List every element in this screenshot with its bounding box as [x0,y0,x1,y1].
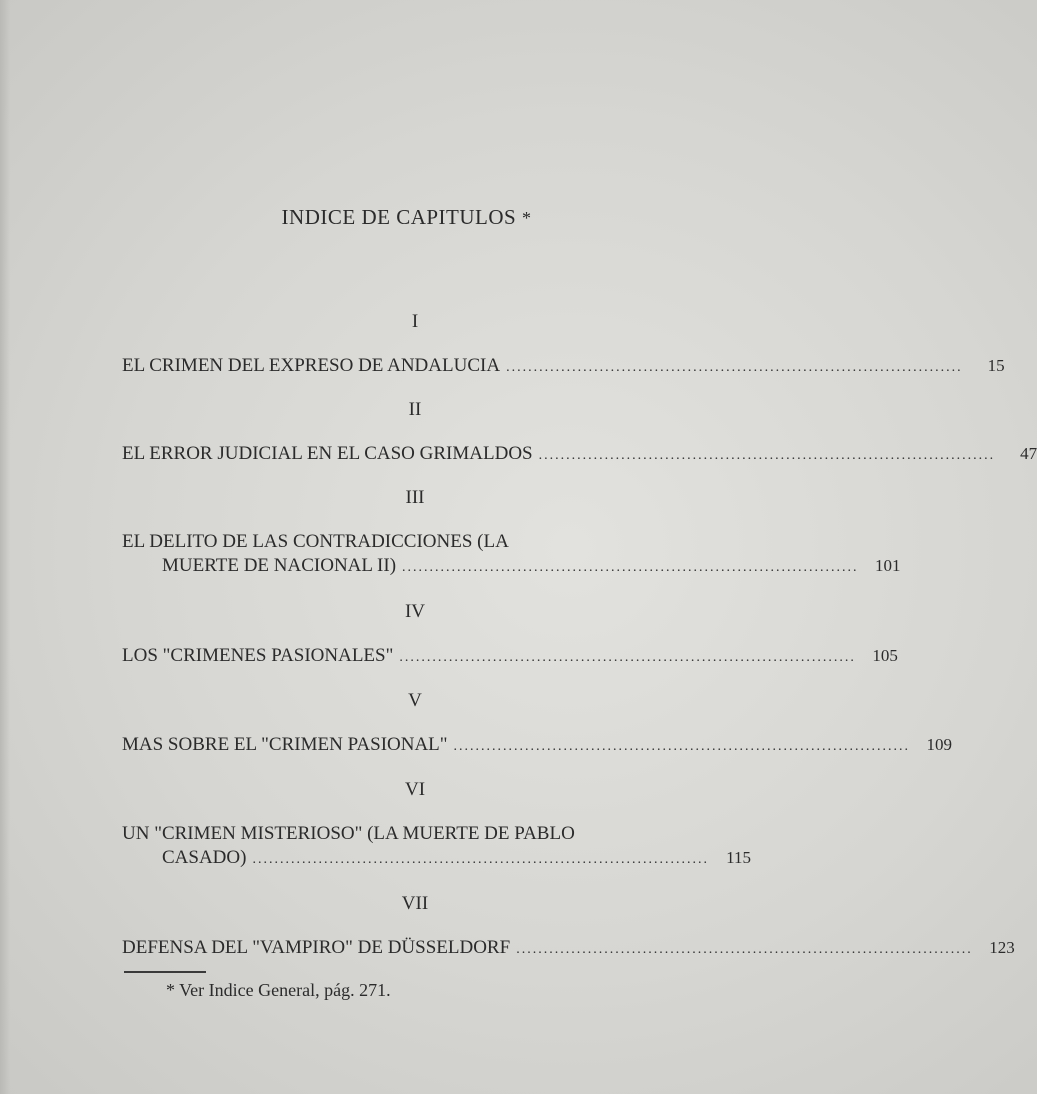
chapter-line [122,644,898,670]
chapter-numeral: I [411,311,419,332]
chapter-title: EL ERROR JUDICIAL EN EL CASO GRIMALDOS [122,443,533,464]
chapter-entry-7 [122,892,1015,962]
chapter-entry-2 [122,398,1037,468]
chapter-line-continued [122,846,751,872]
chapter-line [122,354,1005,380]
footnote-rule [124,971,206,973]
chapter-page-number: 15 [987,356,1005,375]
chapter-title: DEFENSA DEL "VAMPIRO" DE DÜSSELDORF [122,937,511,958]
chapter-page-number: 105 [872,646,898,665]
chapter-numeral: VI [404,779,426,800]
dot-leader: ................................................................................... [399,650,856,665]
chapter-numeral: III [405,487,425,508]
chapter-line-continued [122,554,901,580]
chapter-line [122,442,1037,468]
chapter-entry-5 [122,689,953,759]
title-footnote-mark: * [521,208,532,228]
chapter-entry-3 [122,486,901,580]
chapter-line [122,822,708,846]
chapter-title: LOS "CRIMENES PASIONALES" [122,645,394,666]
chapter-page-number: 109 [926,735,953,754]
chapter-page-number: 123 [989,938,1015,957]
chapter-entry-6 [122,778,751,872]
chapter-page-number: 115 [726,848,751,867]
chapter-entry-1 [122,310,1005,380]
chapter-page-number: 101 [875,556,901,575]
chapter-title-continued: MUERTE DE NACIONAL II) [162,555,397,576]
page-title [0,205,813,230]
chapter-title: EL DELITO DE LAS CONTRADICCIONES (LA [122,531,509,552]
page-edge [0,0,10,1094]
dot-leader: ................................................................................... [538,448,996,463]
title-text: INDICE DE CAPITULOS [281,205,517,229]
chapter-title: MAS SOBRE EL "CRIMEN PASIONAL" [122,734,448,755]
chapter-title: UN "CRIMEN MISTERIOSO" (LA MUERTE DE PABLO [122,823,575,844]
dot-leader: ................................................................................... [252,852,709,867]
chapter-title-continued: CASADO) [162,847,247,868]
dot-leader: ................................................................................... [516,942,973,957]
dot-leader: ................................................................................... [402,560,859,575]
chapter-page-number: 47 [1020,444,1037,463]
footnote: * Ver Indice General, pág. 271. [166,980,391,1000]
dot-leader: ................................................................................... [506,360,963,375]
chapter-numeral: VII [401,893,429,914]
chapter-line [122,936,1015,962]
chapter-numeral: II [408,399,422,420]
chapter-numeral: IV [404,601,426,622]
chapter-entry-4 [122,600,898,670]
chapter-line [122,733,953,759]
chapter-line [122,530,708,554]
chapter-numeral: V [408,690,422,711]
chapter-title: EL CRIMEN DEL EXPRESO DE ANDALUCIA [122,355,501,376]
dot-leader: ................................................................................... [453,739,911,754]
